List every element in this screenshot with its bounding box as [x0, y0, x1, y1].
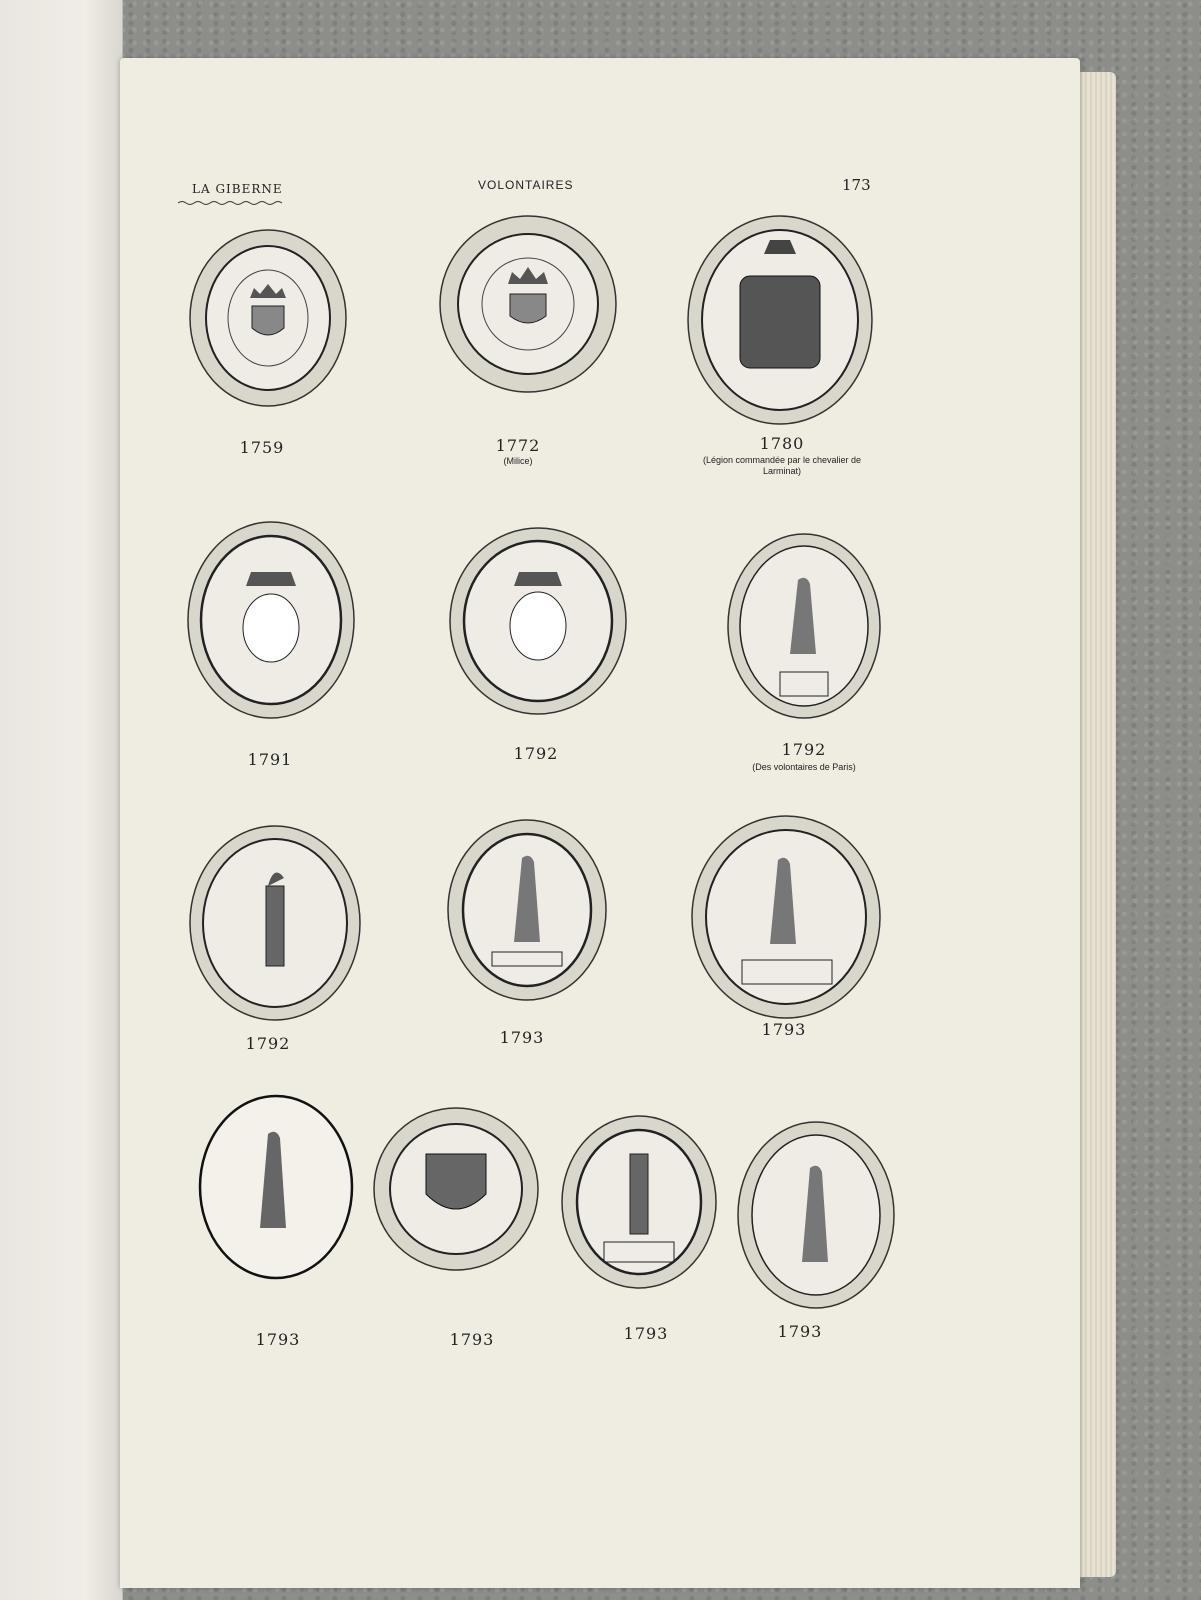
seal-year: 1793 — [623, 1324, 669, 1343]
seal-year: 1792 — [513, 744, 559, 763]
seal-year: 1793 — [499, 1028, 545, 1047]
seal-1792-orne — [188, 824, 362, 1022]
seal-year: 1772 — [495, 436, 541, 455]
seal-1792-remoise — [448, 526, 628, 716]
seal-1791 — [186, 520, 356, 720]
running-head-left: LA GIBERNE — [192, 182, 283, 196]
seal-1793-charente-1 — [446, 818, 608, 1002]
seal-year: 1793 — [761, 1020, 807, 1039]
wavy-rule — [178, 200, 286, 206]
seal-year: 1759 — [239, 438, 285, 457]
seal-note: (Légion commandée par le chevalier de Larminat) — [702, 455, 862, 476]
left-page-edge — [0, 0, 123, 1600]
seal-year: 1791 — [247, 750, 293, 769]
seal-1759 — [188, 228, 348, 408]
seal-1792-lombards — [726, 532, 882, 720]
seal-year: 1793 — [777, 1322, 823, 1341]
seal-1793-gex — [736, 1120, 896, 1310]
running-head-center: VOLONTAIRES — [478, 178, 574, 192]
seal-year: 1780 — [759, 434, 805, 453]
seal-year: 1793 — [255, 1330, 301, 1349]
seal-1793-loire-inferieure — [198, 1094, 354, 1280]
seal-1793-nantais — [372, 1106, 540, 1272]
seal-note: (Milice) — [503, 456, 533, 466]
seal-year: 1792 — [245, 1034, 291, 1053]
seal-1793-loire-et-cher — [560, 1114, 718, 1290]
seal-note: (Des volontaires de Paris) — [752, 762, 856, 772]
seal-year: 1793 — [449, 1330, 495, 1349]
seal-year: 1792 — [781, 740, 827, 759]
seal-1780 — [686, 214, 874, 426]
page-number: 173 — [842, 176, 871, 194]
seal-1772 — [438, 214, 618, 394]
seal-1793-charante-2 — [690, 814, 882, 1020]
